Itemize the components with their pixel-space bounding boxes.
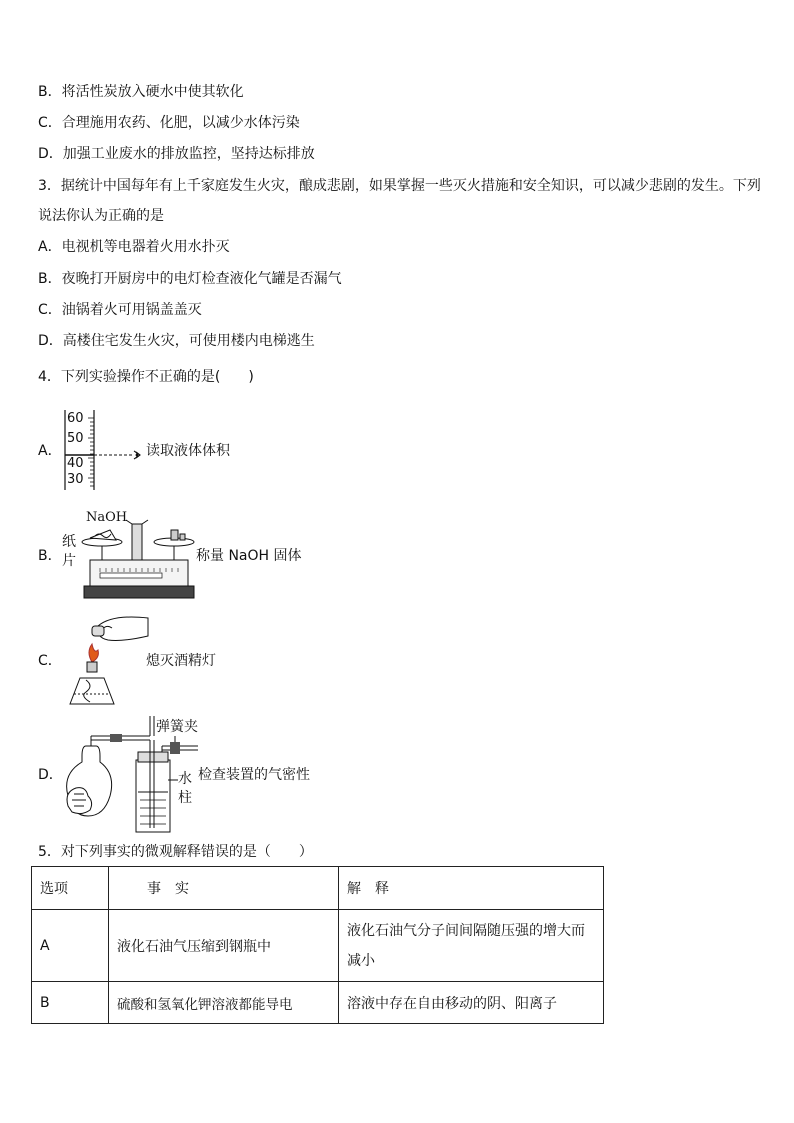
cylinder-tick-40: 40 [67, 456, 84, 471]
cylinder-tick-30: 30 [67, 472, 84, 487]
q3-option-d: D．高楼住宅发生火灾，可使用楼内电梯逃生 [38, 333, 315, 349]
q4-b-letter: B． [38, 548, 62, 564]
airtightness-apparatus-figure [62, 716, 202, 834]
cylinder-tick-60: 60 [67, 411, 84, 426]
row-a-fact: 液化石油气压缩到钢瓶中 [109, 910, 339, 982]
q4-b-caption: 称量 NaOH 固体 [196, 548, 302, 564]
row-b-option: B [32, 982, 109, 1024]
table-row [32, 982, 604, 1024]
table-header-row [32, 867, 604, 910]
q4-d-letter: D． [38, 767, 63, 783]
cylinder-tick-50: 50 [67, 431, 84, 446]
paper-label-1: 纸 [62, 534, 76, 550]
q5-stem: 5．对下列事实的微观解释错误的是（ ） [38, 844, 313, 860]
q4-d-caption: 检查装置的气密性 [198, 767, 310, 783]
q2-option-c: C．合理施用农药、化肥，以减少水体污染 [38, 115, 300, 131]
row-a-explanation-line2: 减小 [347, 952, 375, 969]
alcohol-lamp-figure [62, 612, 152, 708]
row-b-explanation: 溶液中存在自由移动的阴、阳离子 [339, 982, 604, 1024]
q4-c-caption: 熄灭酒精灯 [146, 653, 216, 669]
header-fact: 事 实 [109, 867, 339, 910]
q5-table [31, 866, 604, 1024]
header-option: 选项 [32, 867, 109, 910]
q4-stem: 4．下列实验操作不正确的是( ) [38, 369, 254, 385]
naoh-label: NaOH [86, 510, 128, 525]
row-a-option: A [32, 910, 109, 982]
q3-option-c: C．油锅着火可用锅盖盖灭 [38, 302, 202, 318]
q2-option-b: B．将活性炭放入硬水中使其软化 [38, 84, 244, 100]
q4-a-letter: A． [38, 443, 62, 459]
q4-c-letter: C． [38, 653, 62, 669]
row-b-fact: 硫酸和氢氧化钾溶液都能导电 [109, 982, 339, 1024]
water-label-2: 柱 [178, 790, 192, 806]
header-explanation: 解 释 [339, 867, 604, 910]
q3-option-a: A．电视机等电器着火用水扑灭 [38, 239, 230, 255]
row-a-explanation [339, 910, 604, 982]
q3-option-b: B．夜晚打开厨房中的电灯检查液化气罐是否漏气 [38, 271, 342, 287]
q2-option-d: D．加强工业废水的排放监控，坚持达标排放 [38, 146, 315, 162]
q4-a-caption: 读取液体体积 [146, 443, 230, 459]
table-row [32, 910, 604, 982]
row-a-explanation-line1: 液化石油气分子间间隔随压强的增大而 [347, 922, 585, 939]
clamp-label: 弹簧夹 [156, 719, 198, 735]
paper-label-2: 片 [62, 553, 76, 569]
q3-stem-line2: 说法你认为正确的是 [38, 208, 164, 224]
q3-stem-line1: 3．据统计中国每年有上千家庭发生火灾，酿成悲剧，如果掌握一些灭火措施和安全知识，可以减少悲剧的发生。下列 [38, 178, 761, 194]
balance-figure [80, 520, 198, 602]
water-label-1: 水 [178, 771, 192, 787]
